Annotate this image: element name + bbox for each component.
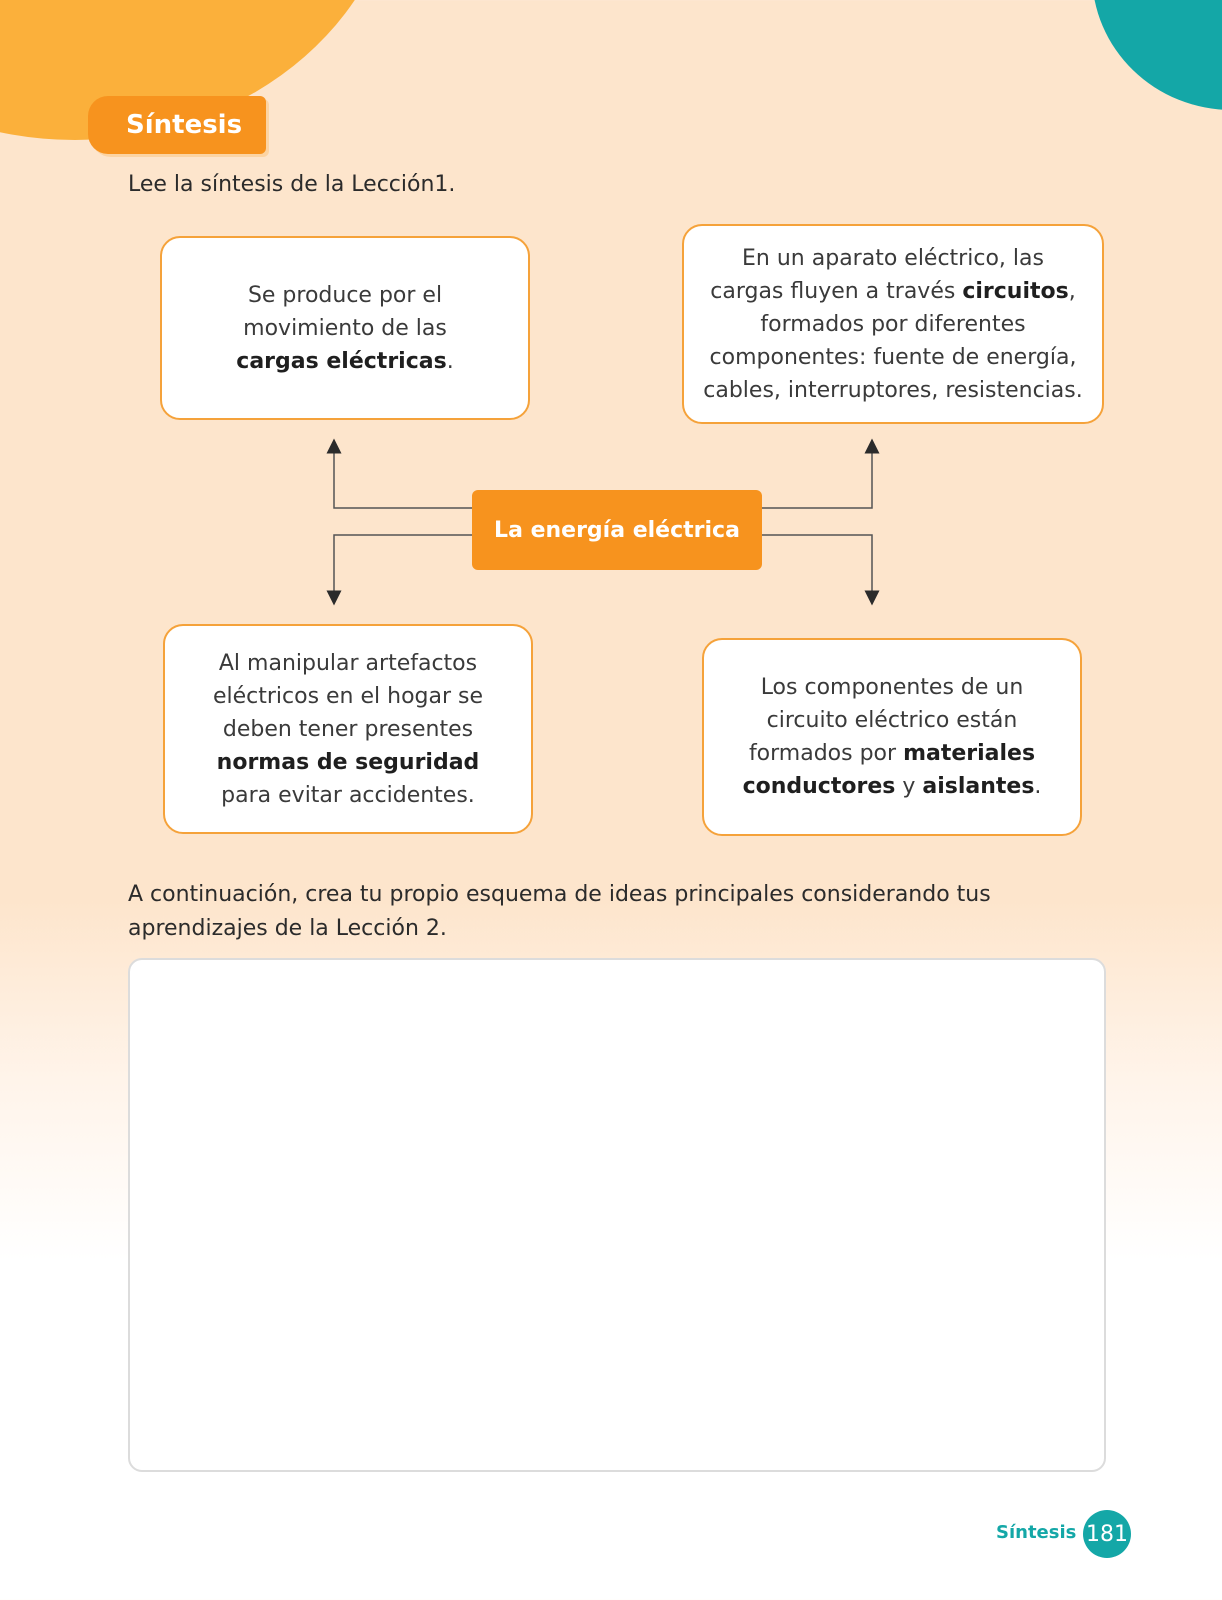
card-text [703, 242, 1082, 407]
card-keyword: circuitos [962, 278, 1069, 304]
page-number: 181 [1086, 1521, 1128, 1547]
concept-card-safety [163, 624, 533, 834]
card-line: y [895, 774, 923, 799]
answer-area[interactable] [128, 958, 1106, 1472]
page-number-badge [1083, 1510, 1131, 1558]
card-line: Se produce por el [247, 282, 443, 308]
card-line: formados por diferentes [760, 311, 1026, 337]
central-concept-label: La energía eléctrica [494, 517, 740, 543]
card-line: para evitar accidentes. [221, 782, 475, 808]
card-text [213, 647, 483, 812]
card-line: Al manipular artefactos [218, 650, 478, 676]
card-line: cargas fluyen a través [710, 278, 963, 304]
card-keyword: materiales [903, 741, 1036, 766]
connector-top-left [334, 446, 472, 508]
connector-top-right [762, 446, 872, 508]
card-line: En un aparato eléctrico, las [742, 245, 1044, 271]
card-keyword: cargas eléctricas [236, 348, 447, 374]
card-line: circuito eléctrico están [766, 708, 1018, 733]
card-line: cables, interruptores, resistencias. [703, 377, 1083, 403]
activity-prompt: A continuación, crea tu propio esquema de ideas principales considerando tus aprendizajes de la Lección 2. [128, 882, 991, 941]
connector-bottom-right [762, 535, 872, 598]
section-title: Síntesis [126, 110, 243, 140]
connector-bottom-left [334, 535, 472, 598]
card-line: . [446, 348, 454, 374]
central-concept-node [472, 490, 762, 570]
card-line: componentes: fuente de energía, [709, 344, 1077, 370]
card-line: formados por [748, 741, 904, 766]
concept-card-definition [160, 236, 530, 420]
card-keyword: normas de seguridad [216, 749, 480, 775]
card-line: Los componentes de un [760, 675, 1024, 700]
card-line: movimiento de las [243, 315, 447, 341]
card-text [236, 279, 453, 378]
intro-text: Lee la síntesis de la Lección1. [128, 172, 456, 197]
card-line: deben tener presentes [222, 716, 474, 742]
concept-card-materials [702, 638, 1082, 836]
card-line: eléctricos en el hogar se [212, 683, 484, 709]
card-keyword: conductores [742, 774, 896, 799]
footer-section-label: Síntesis [996, 1522, 1077, 1543]
card-keyword: aislantes [922, 774, 1035, 799]
card-line: , [1068, 278, 1076, 304]
concept-card-circuits [682, 224, 1104, 424]
card-text [743, 671, 1042, 803]
card-line: . [1034, 774, 1042, 799]
